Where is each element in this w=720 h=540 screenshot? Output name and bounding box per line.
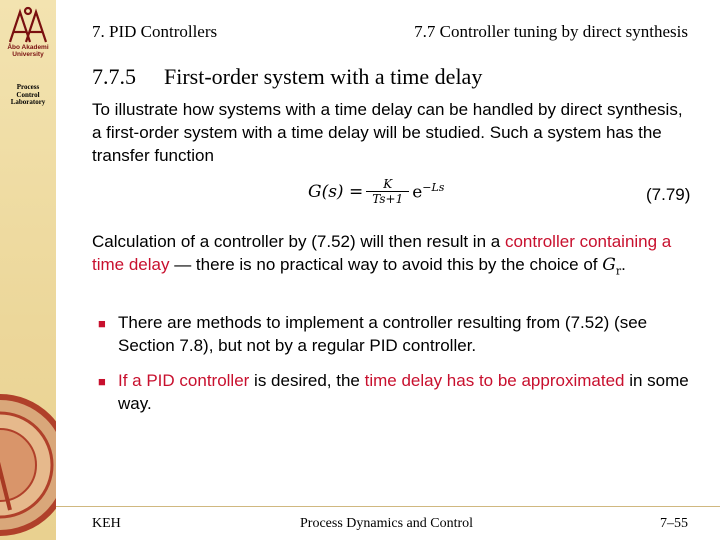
- equation-fraction: [369, 177, 406, 206]
- equation-numerator: K: [383, 177, 393, 191]
- equation-number: (7.79): [646, 185, 691, 204]
- highlight-controller-delay: controller containing a time delay: [92, 232, 672, 274]
- university-seal-icon: [0, 370, 56, 540]
- bullet-item: If a PID controller is desired, the time delay has to be approximated in some way.: [118, 371, 689, 413]
- equation-lhs: G(s) =: [308, 181, 364, 202]
- footer-divider: [56, 506, 720, 507]
- laboratory-name: Process Control Laboratory: [10, 83, 46, 106]
- chapter-header: 7. PID Controllers: [92, 22, 218, 41]
- bullet-icon: ■: [98, 374, 106, 389]
- controller-paragraph: Calculation of a controller by (7.52) will then result in a controller containing a time delay — there is no practical way to avoid this by the choice of $G_r$.: [92, 232, 672, 278]
- bullet-item: There are methods to implement a controller resulting from (7.52) (see Section 7.8), but not by a regular PID controller.: [118, 313, 648, 355]
- section-title: First-order system with a time delay: [164, 64, 483, 89]
- university-name: Åbo Akademi University: [7, 44, 49, 58]
- section-header: 7.7 Controller tuning by direct synthesis: [414, 22, 688, 41]
- slide-title: [92, 64, 482, 90]
- footer-page-number: 7–55: [660, 516, 688, 531]
- university-logo-icon: [4, 6, 52, 44]
- footer-author: KEH: [92, 516, 121, 531]
- equation-exponential: $e^{-Ls}$: [412, 180, 445, 203]
- equation-denominator: Ts+1: [372, 192, 404, 206]
- transfer-function-equation: [308, 177, 444, 206]
- symbol-gr: $G_r$: [602, 255, 622, 278]
- footer-course: Process Dynamics and Control: [300, 516, 474, 531]
- intro-paragraph: To illustrate how systems with a time delay can be handled by direct synthesis, a first-order system with a time delay will be studied. Such a system has the transfer function: [92, 100, 683, 165]
- bullet-icon: ■: [98, 316, 106, 331]
- section-number: 7.7.5: [92, 64, 136, 89]
- sidebar: [0, 0, 56, 540]
